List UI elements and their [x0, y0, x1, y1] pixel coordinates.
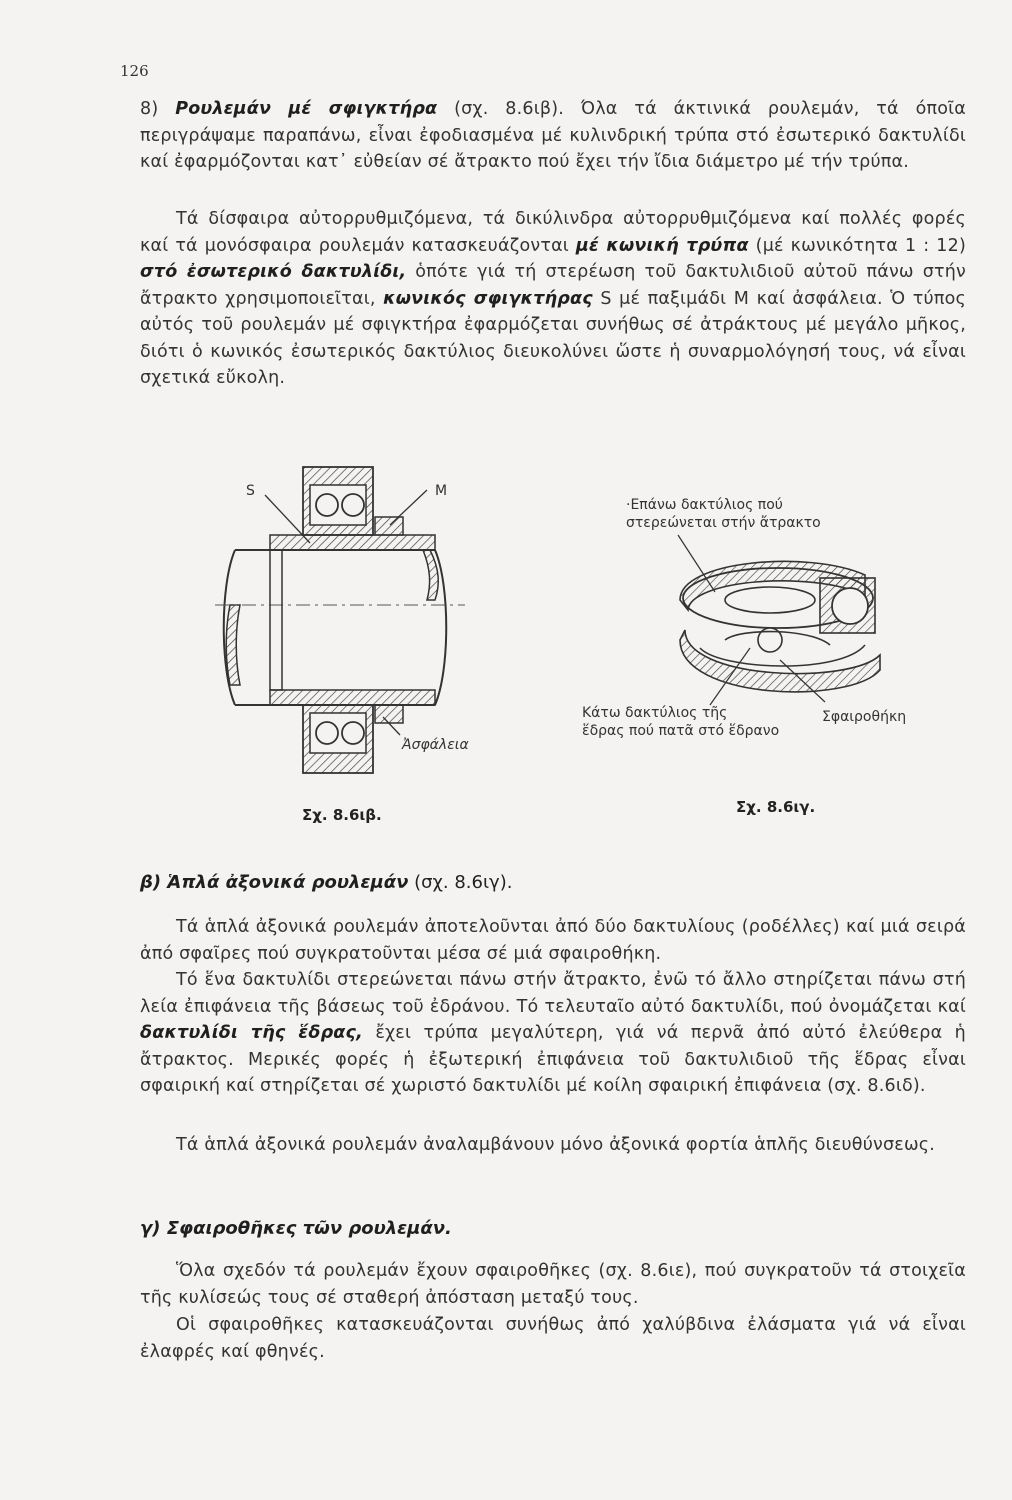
- paragraph-text: ἔχει τρύπα μεγαλύτερη, γιά νά περνᾶ ἀπό αὐτό ἐλεύθερα ἡ ἄτρακτος. Μερικές φορές ἡ ἐξωτερική ἐπιφάνεια τοῦ δακτυλιδιοῦ τῆς ἕδρας εἶναι σφαιρική καί στηρίζεται σέ χωριστό δακτυλίδι μέ κοίλη σφαιρική ἐπιφάνεια (σχ. 8.6ιδ).: [140, 1023, 966, 1096]
- paragraph-roller-with-sleeve: [140, 96, 966, 176]
- label-nut-m: M: [435, 483, 448, 499]
- label-upper-ring: [626, 496, 821, 532]
- label-upper-ring-line1: ·Επάνω δακτύλιος πού: [626, 497, 783, 513]
- emphasis-seat-ring: δακτυλίδι τῆς ἕδρας,: [140, 1023, 363, 1043]
- emphasis-inner-ring: στό ἐσωτερικό δακτυλίδι,: [140, 262, 407, 282]
- paragraph-tapered-bore: [140, 206, 966, 392]
- label-lock: Ἀσφάλεια: [402, 737, 469, 753]
- paragraph-text: ὁπότε γιά τή στερέωση τοῦ δακτυλιδιοῦ αὐτοῦ πάνω στήν ἄτρακτο χρησιμοποιεῖται,: [140, 262, 967, 309]
- figure-bearing-with-sleeve: [215, 455, 495, 775]
- list-label: 8): [140, 99, 176, 119]
- paragraph-thrust-intro: [140, 914, 966, 967]
- paragraph-seat-ring: [140, 967, 966, 1100]
- paragraph-text: Τά δίσφαιρα αὐτορρυθμιζόμενα, τά δικύλινδρα αὐτορρυθμιζόμενα καί πολλές φορές καί τά μονόσφαιρα ρουλεμάν κατασκευάζονται: [140, 209, 966, 256]
- paragraph-axial-loads: [140, 1132, 966, 1159]
- paragraph-text: Ὅλα σχεδόν τά ρουλεμάν ἔχουν σφαιροθῆκες (σχ. 8.6ιε), πού συγκρατοῦν τά στοιχεῖα τῆς κυλίσεώς τους σέ σταθερή ἀπόσταση μεταξύ τους.: [140, 1261, 966, 1308]
- figure-caption-8-6iy: Σχ. 8.6ιγ.: [736, 798, 816, 816]
- paragraph-text: S μέ παξιμάδι Μ καί ἀσφάλεια. Ὁ τύπος αὐτός τοῦ ρουλεμάν μέ σφιγκτήρα ἐφαρμόζεται συνήθως σέ ἀτράκτους μέ μεγάλο μῆκος, διότι ὁ κωνικός ἐσωτερικός δακτύλιος διευκολύνει ὥστε ἡ συναρμολόγησή τους, νά εἶναι σχετικά εὔκολη.: [140, 288, 966, 388]
- heading-simple-thrust: [140, 872, 512, 893]
- heading-title: Σφαιροθῆκες τῶν ρουλεμάν.: [166, 1218, 452, 1239]
- paragraph-text: Τό ἕνα δακτυλίδι στερεώνεται πάνω στήν ἄτρακτο, ἐνῶ τό ἄλλο στηρίζεται πάνω στή λεία ἐπιφάνεια τῆς βάσεως τοῦ ἐδράνου. Τό τελευταῖο αὐτό δακτυλίδι, πού ὀνομάζεται καί: [140, 970, 966, 1017]
- heading-label: β): [140, 872, 168, 893]
- figure-caption-8-6ib: Σχ. 8.6ιβ.: [302, 806, 382, 824]
- heading-label: γ): [140, 1218, 167, 1239]
- heading-title: Ἁπλά ἀξονικά ρουλεμάν: [167, 872, 409, 893]
- label-upper-ring-line2: στερεώνεται στήν ἄτρακτο: [626, 515, 821, 531]
- paragraph-text: (μέ κωνικότητα 1 : 12): [748, 235, 966, 256]
- label-lower-ring-line2: ἕδρας πού πατᾶ στό ἕδρανο: [582, 723, 780, 739]
- paragraph-cages-intro: [140, 1258, 966, 1311]
- paragraph-text: (σχ. 8.6ιβ). Όλα τά άκτινικά ρουλεμάν, τά όποῖα περιγράψαμε παραπάνω, εἶναι ἐφοδιασμένα μέ κυλινδρική τρύπα στό ἐσωτερικό δακτυλίδι καί ἐφαρμόζονται κατ᾽ εὐθείαν σέ ἄτρακτο πού ἔχει τήν ἴδια διάμετρο μέ τήν τρύπα.: [140, 99, 967, 172]
- paragraph-text: Οἱ σφαιροθῆκες κατασκευάζονται συνήθως ἀπό χαλύβδινα ἐλάσματα γιά νά εἶναι ἐλαφρές καί φθηνές.: [140, 1315, 966, 1362]
- page-number: 126: [120, 62, 149, 80]
- leader-lines-right: [640, 520, 890, 720]
- emphasis-tapered-sleeve: κωνικός σφιγκτήρας: [383, 288, 593, 309]
- paragraph-text: Τά ἁπλά ἀξονικά ρουλεμάν ἀναλαμβάνουν μόνο ἀξονικά φορτία ἁπλῆς διευθύνσεως.: [176, 1135, 936, 1155]
- label-sleeve-s: S: [246, 483, 255, 499]
- label-lower-ring: [582, 704, 779, 740]
- label-cage: Σφαιροθήκη: [822, 709, 907, 725]
- paragraph-cages-material: [140, 1312, 966, 1365]
- paragraph-text: Τά ἁπλά ἀξονικά ρουλεμάν ἀποτελοῦνται ἀπό δύο δακτυλίους (ροδέλλες) καί μιά σειρά ἀπό σφαῖρες πού συγκρατοῦνται μέσα σέ μιά σφαιροθήκη.: [140, 917, 966, 964]
- heading-cages: [140, 1218, 452, 1239]
- label-lower-ring-line1: Κάτω δακτύλιος τῆς: [582, 705, 728, 721]
- emphasis-tapered-bore: μέ κωνική τρύπα: [575, 235, 749, 256]
- section-title-sleeve: Ρουλεμάν μέ σφιγκτήρα: [175, 99, 438, 119]
- heading-ref: (σχ. 8.6ιγ).: [408, 872, 513, 893]
